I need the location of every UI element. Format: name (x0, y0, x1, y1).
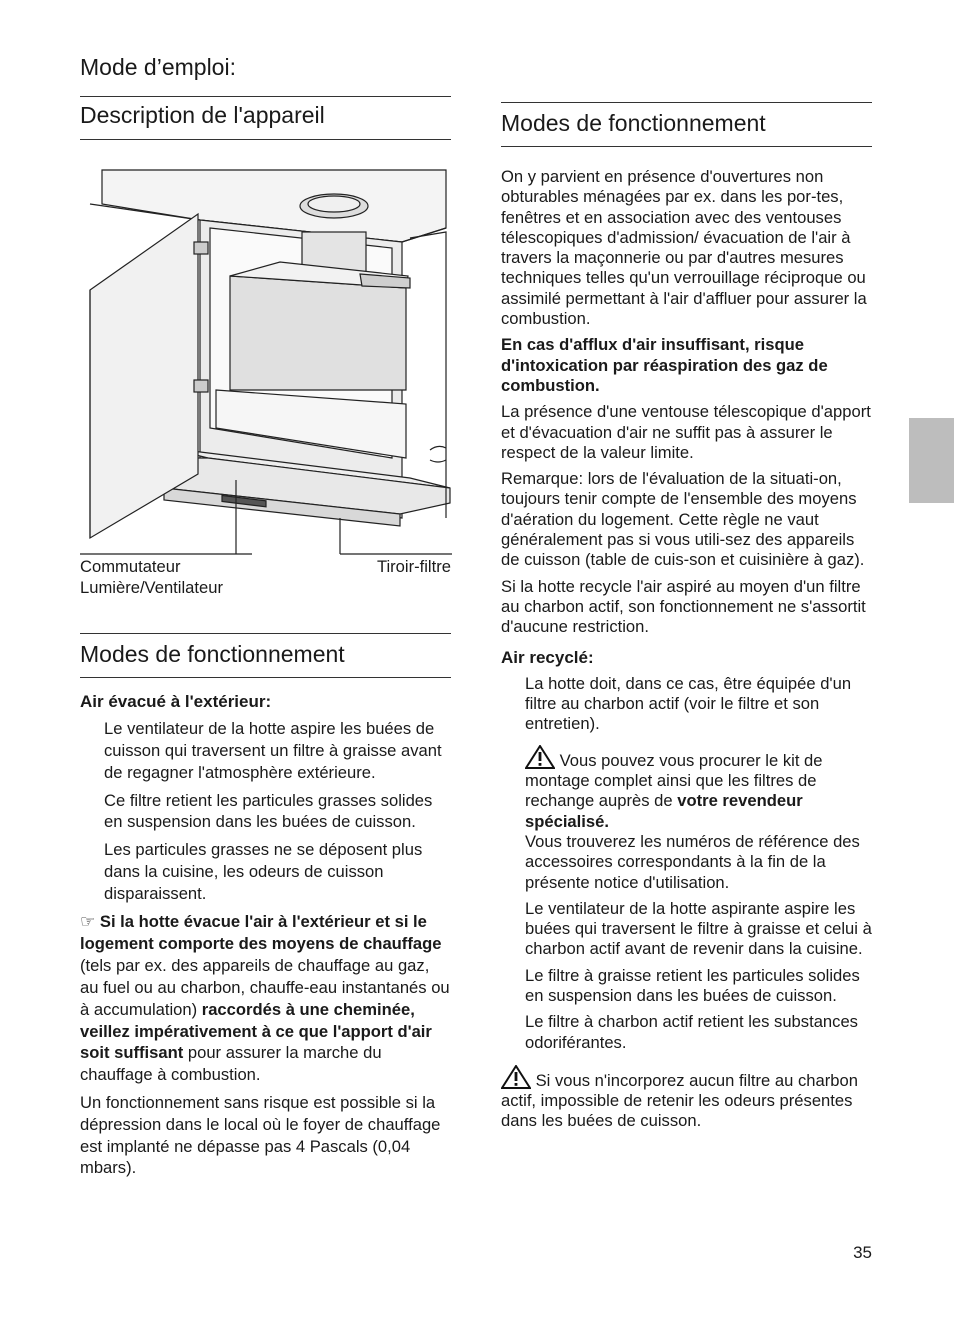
warning-icon (525, 745, 555, 769)
page-title: Mode d’emploi: (80, 54, 236, 80)
section-title-description: Description de l'appareil (80, 102, 325, 128)
recirculation-paragraph: Si la hotte recycle l'air aspiré au moyen d'un filtre au charbon actif, son fonctionnement ne s'assortit d'aucune restriction. (501, 576, 866, 637)
right-body (501, 167, 873, 1138)
rule (80, 633, 451, 634)
ventilation-paragraph: On y parvient en présence d'ouvertures non obturables ménagées par ex. dans les por-tes, fenêtres et en association avec des ventouses télescopiques d'admission/ évacuation de l'air à travers la maçonnerie ou par d'autres mesures techniques telles qu'un verrouillage réciproque ou assimilé permettant à l'air d'affluer pour assurer la combustion. (501, 167, 867, 329)
rule (80, 96, 451, 97)
heating-note: ☞ Si la hotte évacue l'air à l'extérieur et si le logement comporte des moyens de chauffage (tels par ex. des appareils de chauffage au gaz, au fuel ou au charbon, chauffe-eau instantanés ou à accumulation) raccordés à une cheminée, veillez impérativement à ce que l'apport d'air soit suffisant pour assurer la marche du chauffage à combustion. (80, 911, 450, 1085)
section-title-modes-left: Modes de fonctionnement (80, 641, 345, 667)
left-body (80, 692, 452, 1185)
recirculation-heading: Air recyclé: (501, 647, 594, 667)
recirculation-paragraph: Le filtre à graisse retient les particules solides en suspension dans les buées de cuisson. (525, 965, 860, 1005)
rule (501, 102, 872, 103)
final-warning: Si vous n'incorporez aucun filtre au charbon actif, impossible de retenir les odeurs présentes dans les buées de cuisson. (501, 1065, 873, 1132)
kit-paragraph: Vous pouvez vous procurer le kit de montage complet ainsi que les filtres de rechange auprès de votre revendeur spécialisé. Vous trouverez les numéros de référence des accessoires correspondants à la fin de la présente notice d'utilisation. (525, 745, 873, 893)
hood-illustration (80, 158, 452, 558)
remark-paragraph: Remarque: lors de l'évaluation de la situati-on, toujours tenir compte de l'ensemble des moyens d'aération du logement. Cette règle ne vaut généralement pas si vous utili-sez des appareils de cuisson (table de cuis-son et cuisinière à gaz). (501, 469, 865, 570)
rule (80, 677, 451, 678)
exhaust-heading: Air évacué à l'extérieur: (80, 692, 272, 711)
page-number: 35 (853, 1243, 872, 1262)
exhaust-paragraph: Les particules grasses ne se déposent plus dans la cuisine, les odeurs de cuisson disparaissent. (104, 840, 423, 903)
ventilation-paragraph: La présence d'une ventouse télescopique d'apport et d'évacuation d'air ne suffit pas à assurer le respect de la valeur limite. (501, 402, 871, 462)
recirculation-paragraph: La hotte doit, dans ce cas, être équipée d'un filtre au charbon actif (voir le filtre et son entretien). (525, 673, 852, 734)
exhaust-paragraph: Le ventilateur de la hotte aspire les buées de cuisson qui traversent un filtre à graisse avant de regagner l'atmosphère extérieure. (104, 719, 442, 782)
intoxication-warning: En cas d'afflux d'air insuffisant, risque d'intoxication par réaspiration des gaz de combustion. (501, 335, 828, 395)
warning-icon (501, 1065, 531, 1089)
recirculation-paragraph: Le ventilateur de la hotte aspirante aspire les buées qui traversent le filtre à graisse et celui à charbon actif avant de revenir dans la cuisine. (525, 898, 872, 959)
rule (80, 139, 451, 140)
safe-operation-paragraph: Un fonctionnement sans risque est possible si la dépression dans le local où le foyer de chauffage est implanté ne dépasse pas 4 Pascals (0,04 mbars). (80, 1093, 441, 1178)
pointing-hand-icon: ☞ (80, 911, 96, 932)
exhaust-paragraph: Ce filtre retient les particules grasses solides en suspension dans les buées de cuisson. (104, 790, 433, 832)
section-title-modes-right: Modes de fonctionnement (501, 110, 766, 136)
caption-switch: Commutateur Lumière/Ventilateur (80, 557, 223, 597)
caption-filter-drawer: Tiroir-filtre (376, 557, 451, 576)
language-tab (909, 418, 954, 503)
recirculation-paragraph: Le filtre à charbon actif retient les substances odoriférantes. (525, 1012, 858, 1052)
rule (501, 146, 872, 147)
